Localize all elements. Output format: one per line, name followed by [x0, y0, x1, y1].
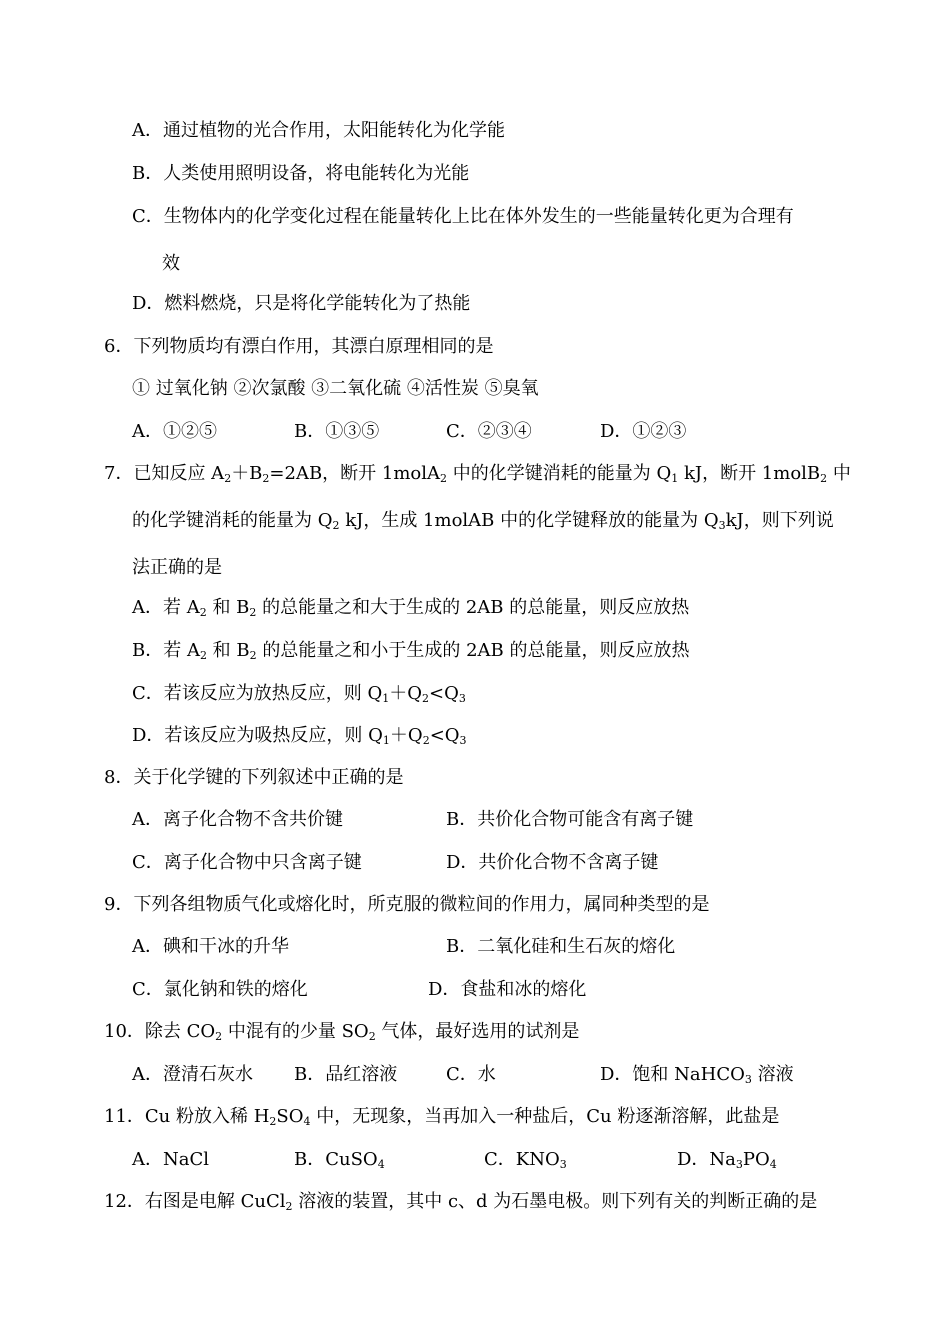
- q10-option-d: D．饱和 NaHCO$_3$ 溶液: [600, 1064, 794, 1086]
- q5-option-c-line2: 效: [162, 253, 180, 274]
- q9-option-d: D．食盐和冰的熔化: [428, 979, 587, 1000]
- q5-option-a: A．通过植物的光合作用，太阳能转化为化学能: [132, 120, 505, 141]
- q7-stem-line3: 法正确的是: [132, 557, 222, 578]
- q10-stem: 10．除去 $CO_2$ 中混有的少量 $SO_2$ 气体，最好选用的试剂是: [104, 1021, 580, 1043]
- q10-option-c: C．水: [446, 1064, 496, 1085]
- q9-stem: 9．下列各组物质气化或熔化时，所克服的微粒间的作用力，属同种类型的是: [104, 894, 710, 915]
- q5-option-b: B．人类使用照明设备，将电能转化为光能: [132, 163, 470, 184]
- q6-stem: 6．下列物质均有漂白作用，其漂白原理相同的是: [104, 336, 494, 357]
- q6-option-d: D．①②③: [600, 421, 687, 442]
- q12-stem: 12．右图是电解 CuCl$_2$ 溶液的装置，其中 c、d 为石墨电极。则下列有关的判断正确的是: [104, 1191, 818, 1213]
- q6-option-b: B．①③⑤: [294, 421, 380, 442]
- q11-stem: 11．Cu 粉放入稀 $H_2SO_4$ 中，无现象，当再加入一种盐后，Cu 粉逐渐溶解，此盐是: [104, 1106, 780, 1128]
- q7-option-a: A．若 $A_2$ 和 $B_2$ 的总能量之和大于生成的 2AB 的总能量，则反应放热: [132, 597, 690, 619]
- q7-option-b: B．若 $A_2$ 和 $B_2$ 的总能量之和小于生成的 2AB 的总能量，则反应放热: [132, 640, 690, 662]
- q8-option-c: C．离子化合物中只含离子键: [132, 852, 362, 873]
- q8-stem: 8．关于化学键的下列叙述中正确的是: [104, 767, 404, 788]
- q7-stem-line2: 的化学键消耗的能量为 $Q_2$ kJ，生成 1molAB 中的化学键释放的能量为 $Q_3kJ$，则下列说: [132, 510, 834, 532]
- q11-option-d: D．$Na_3PO_4$: [677, 1149, 777, 1171]
- q11-option-b: B．CuSO$_4$: [294, 1149, 385, 1171]
- q7-option-c: C．若该反应为放热反应，则 $Q_1+Q_2<Q_3$: [132, 683, 466, 705]
- q5-option-c-line1: C．生物体内的化学变化过程在能量转化上比在体外发生的一些能量转化更为合理有: [132, 206, 794, 227]
- q5-option-d: D．燃料燃烧，只是将化学能转化为了热能: [132, 293, 471, 314]
- q9-option-c: C．氯化钠和铁的熔化: [132, 979, 308, 1000]
- q9-option-a: A．碘和干冰的升华: [132, 936, 289, 957]
- q10-option-a: A．澄清石灰水: [132, 1064, 253, 1085]
- q11-option-c: C．$KNO_3$: [484, 1149, 567, 1171]
- q6-option-c: C．②③④: [446, 421, 532, 442]
- q11-option-a: A．NaCl: [132, 1149, 210, 1170]
- q6-option-a: A．①②⑤: [132, 421, 217, 442]
- q6-list: ① 过氧化钠 ②次氯酸 ③二氧化硫 ④活性炭 ⑤臭氧: [132, 378, 539, 399]
- q10-option-b: B．品红溶液: [294, 1064, 398, 1085]
- q9-option-b: B．二氧化硅和生石灰的熔化: [446, 936, 676, 957]
- q8-option-d: D．共价化合物不含离子键: [446, 852, 659, 873]
- q8-option-b: B．共价化合物可能含有离子键: [446, 809, 694, 830]
- q8-option-a: A．离子化合物不含共价键: [132, 809, 343, 830]
- q7-stem-line1: 7．已知反应 $A_2+B_2=2AB$，断开 1molA$_2$ 中的化学键消耗的能量为 $Q_1$ kJ，断开 1molB$_2$ 中: [104, 463, 851, 485]
- q7-option-d: D．若该反应为吸热反应，则 $Q_1+Q_2<Q_3$: [132, 725, 467, 747]
